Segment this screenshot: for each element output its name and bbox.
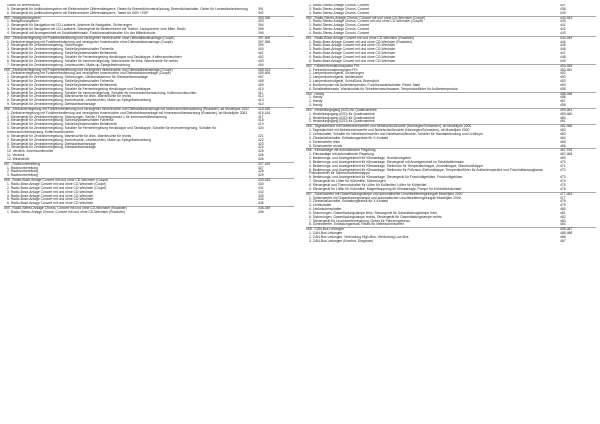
toc-entry-title: 6. Steuergerät für Zentralverriegelung, Schalter für Innenverriegelung, Schalter für Innenraumüberwachung, Kofferraumleuchten xyxy=(7,90,197,95)
toc-entry-page: 403 xyxy=(258,58,264,63)
toc-entry-title: 7. Steuergerät für Zentralverriegelung, Innenleuchte, Leseleuchten, Make-up-Spiegelbeleuchtung xyxy=(7,137,151,142)
toc-entry-page: 432 xyxy=(258,189,264,194)
toc-entry-page: 428 xyxy=(258,169,264,174)
toc-entry-title: 2. Handy xyxy=(309,99,323,104)
toc-entry-page: 424 xyxy=(258,145,264,150)
toc-entry-title: 2. Radio-Bose-Anlage Concert mit und ohne CD-Wechsler xyxy=(309,43,396,48)
toc-entry-page: 411 xyxy=(258,90,264,95)
toc-entry-title: 8. Steuergerät für Zentralverriegelung, Innenleuchte, Leseleuchten, Make-up-Spiegelbeleuchtung xyxy=(7,98,151,103)
toc-entry-page: 397-406 xyxy=(258,35,271,40)
toc-entry xyxy=(4,211,294,215)
toc-entry-page: 442 xyxy=(560,27,566,32)
toc-entry-title: 5. Steuergerät für Antiblockiersystem mit Elektronischer Differentialsperre, Relais für Bremslichtunterdrückung, Bremslichtschalter, Geber für Lenkwinkelerkennung xyxy=(7,6,248,11)
toc-entry-title: 6. Radio-Bose-Anlage Concert mit und ohne CD-Wechsler xyxy=(7,201,94,206)
toc-entry-page: 410 xyxy=(258,86,264,91)
toc-entry-title: 3. Steuergerät für Zentralverriegelung, Schließzylinderschalter Fahrertür xyxy=(7,79,114,84)
toc-entry-title: 1. Navigationssystem xyxy=(7,19,39,24)
toc-entry-page: 472 xyxy=(560,167,566,172)
toc-entry-title: 4. Steuergerät für Zentralverriegelung, Schließzylinderschalter Beifahrertür xyxy=(7,82,118,87)
toc-entry-title: 1. Radio-Stereo-Anlage Chorus, Concert mit und ohne CD-Wechsler (Coupé) xyxy=(309,19,424,24)
toc-entry-title: 060 - Radio-Stereo-Anlage Chorus, Concert mit und ohne CD-Wechsler (Coupé) xyxy=(306,15,426,20)
toc-entry-title: 1. Radio-Bose-Anlage Concert mit und ohne CD-Wechsler (Roadster) xyxy=(309,39,413,44)
toc-entry-page: 452 xyxy=(560,71,566,76)
toc-entry-page: 469 xyxy=(560,156,566,161)
toc-entry-page: 430-433 xyxy=(258,178,271,183)
toc-entry-title: 7. Steuergerät für Lüfter für Kühlmittel, Sicherungen xyxy=(309,179,386,184)
toc-entry-page: 393-396 xyxy=(258,15,271,20)
toc-entry-page: 427-429 xyxy=(258,161,271,166)
toc-entry-title: 1. Fahrerinformationssystem FIS xyxy=(309,67,358,72)
toc-entry-page: 473 xyxy=(560,175,566,180)
toc-entry-page: 477 xyxy=(560,195,566,200)
toc-entry-title: 5. Radio-Bose-Anlage Concert mit und ohne CD-Wechsler xyxy=(309,54,396,59)
toc-entry-title: 063 - Handy xyxy=(306,91,325,96)
toc-entry-page: 422 xyxy=(258,137,264,142)
toc-entry-page: 392 xyxy=(258,10,264,15)
toc-entry-title: 6. Steuergerät für Antiblockiersystem mit Elektronischer Differentialsperre, Taster für ASR / ESP xyxy=(7,10,149,15)
toc-entry-title: 064 - Heizleitungsgang (02D) für Quattroantrieb xyxy=(306,107,377,112)
toc-entry-page: 464 xyxy=(560,135,566,140)
toc-entry-page: 471 xyxy=(560,163,566,168)
toc-entry-title: 2. Steuergerät für Zentralverriegelung, Sicherungen, Sende-/ Empfangsmodul 1 für Innenraumüberwachung xyxy=(7,114,167,119)
toc-entry-title: 1. Zentralverriegelung mit Funkfernbedienung und verzögerter Innenleuchte ohne Diebstahlwarnanlage (Coupé) xyxy=(7,39,173,44)
toc-entry-page: 458 xyxy=(560,103,566,108)
toc-entry-page: 436-439 xyxy=(258,206,271,211)
toc-entry xyxy=(4,64,294,68)
toc-entry-title: 7. Steuergerät für Zentralverriegelung, Warnleuchte für links, Warnleuchte für rechts xyxy=(7,94,132,99)
toc-entry-page: 459-461 xyxy=(560,107,573,112)
toc-entry-title: 9. Steuergerät für Lüfter für Kühlmittel, Magnetkupplung für Klimaanlage, Pumpe für Kühlmittelnachlauf xyxy=(309,186,462,191)
toc-entry-page: 401 xyxy=(258,51,264,56)
toc-entry-page: 483 xyxy=(560,218,566,223)
toc-entry-page: 445 xyxy=(560,43,566,48)
toc-entry-title: 058 - Radio-Bose-Anlage Concert mit und ohne CD-Wechsler (Coupé) xyxy=(4,178,109,183)
toc-entry-title: 7. Steuergerät für Leuchtweitenregelung, Geber für Fahrzeugniveau xyxy=(309,218,410,223)
toc-entry-page: 470 xyxy=(560,159,566,164)
toc-entry-title: 4. Radio-Bose-Anlage Concert mit und ohne CD-Wechsler xyxy=(7,193,94,198)
toc-entry-page: 457 xyxy=(560,99,566,104)
toc-entry-title: 4. Radio-Stereo-Anlage Chorus, Concert xyxy=(309,10,370,15)
toc-entry-title: 9. Steuergerät für Zentralverriegelung, Diebstahlwarnanlage xyxy=(7,145,96,150)
toc-entry-page: 455 xyxy=(560,86,566,91)
toc-entry xyxy=(4,12,294,16)
toc-entry-title: 4. Bedienungs- und Anzeigeeinheit für Klimaanlage, Stellmotor für Temperaturklappe, Zentralklappe, Staudruckklappe xyxy=(309,163,484,168)
toc-entry-page: 399 xyxy=(258,43,264,48)
toc-entry-title: 11. Verdeck xyxy=(7,153,25,158)
toc-entry-page: 454 xyxy=(560,82,566,87)
toc-entry-title: 2. Heizleitungsgang (02D) für Quattroantrieb xyxy=(309,115,375,120)
toc-entry-title: 1. Radio-Bose-Anlage Concert mit und ohne CD-Wechsler (Coupé) xyxy=(7,181,107,186)
toc-entry-title: 2. CAN-Bus Leitungen, Verbindung High-Bus, Verbindung Low-Bus xyxy=(309,234,409,239)
toc-entry-page: 415-416 xyxy=(258,110,271,115)
toc-entry-page: 456-458 xyxy=(560,91,573,96)
toc-entry-page: 485-487 xyxy=(560,227,573,232)
toc-entry-page: 462-466 xyxy=(560,124,573,129)
toc-entry-page: 467-476 xyxy=(560,148,573,153)
toc-entry-page: 482 xyxy=(560,214,566,219)
toc-entry-page: 450-455 xyxy=(560,63,573,68)
toc-entry-page: 447 xyxy=(560,51,566,56)
toc-entry-title: 1. Klimaanlage mit automatischer Regelung xyxy=(309,152,374,157)
toc-entry-page: 418 xyxy=(258,118,264,123)
toc-entry-title: 3. CAN-Bus Leitungen (Komfort, Diagnose) xyxy=(309,238,374,243)
toc-entry-page: 419 xyxy=(258,122,264,127)
toc-entry-page: 433 xyxy=(258,193,264,198)
toc-entry-page: 413 xyxy=(258,98,264,103)
toc-entry-title: 3. Lampenkontrollgerät, Schlußlicht, Bremslicht xyxy=(309,79,379,84)
toc-entry-page: 448 xyxy=(560,54,566,59)
toc-entry-title: 6. Sicherungen, Gasentladungslampe rechts, Steuergerät für Gasentladungslampe rechts xyxy=(309,214,442,219)
toc-entry-title: 3. Lampenkontrollgerät, Abblendlicht xyxy=(309,75,364,80)
toc-entry-title: 2. Radiovorbereitung xyxy=(7,169,39,174)
toc-entry-page: 397-398 xyxy=(258,39,271,44)
toc-entry-title: 2. Lichtschalter, Schalter für Nebelscheinwerfer und Nebelschlußleuchte, Schalter für Handabblendung und Lichthupe xyxy=(309,132,483,136)
toc-entry-title: 2. Zündanlaßschalter, Entlastungsrelais für X-Kontakt xyxy=(309,199,388,204)
toc-entry-page: 440 xyxy=(560,19,566,24)
toc-entry-title: 1. Zentralverriegelung mit Funkfernbedienung und verzögerter Innenleuchte und Diebstahlwarnanlage (Coupé) xyxy=(7,71,171,76)
toc-entry-title: 3. Steuergerät für Navigation mit CD-Laufwerk, Steuergerät für Bedieneinheit mit Telefon, Lautsprecher vorn Mitte, Radio xyxy=(7,27,186,32)
toc-entry-page: 475 xyxy=(560,182,566,187)
toc-entry-title: 2. Steuergerät für Navigation mit CD-Laufwerk, Antenne für Navigation, Sicherungen xyxy=(7,23,132,28)
toc-entry-title: 5. Sicherungen, Gasentladungslampe links, Steuergerät für Gasentladungslampe links xyxy=(309,210,437,215)
toc-entry-page: 396 xyxy=(258,30,264,35)
toc-entry-page: 427 xyxy=(258,165,264,170)
toc-entry-title: 065 - Tagesfahrlicht mit Nebelscheinwerfer und Nebelschlußleuchte (Norwegen/Schweden), ab Modelljahr 2000 xyxy=(306,124,472,129)
toc-entry-title: 4. Steuergerät mit Anzeigeeinheit im Schalttafeleinsatz, Funktionswahlschalter II in der Mittelkonsole xyxy=(7,30,156,35)
toc-entry-title: 1. Radiovorbereitung xyxy=(7,165,39,170)
toc-entry-title: 056 - Zentralverriegelung mit Funkfernbedienung und verzögerter Innenleuchte und Diebstahlwarnanlage mit Innenraumüberwachung (Roadster), ab Modelljahr 2002 xyxy=(4,106,249,111)
toc-entry-page: 439 xyxy=(560,10,566,15)
toc-entry-title: 9. Steuergerät für Zentralverriegelung, Diebstahlwarnanlage xyxy=(7,102,96,107)
toc-entry-page: 453 xyxy=(560,79,566,84)
toc-entry-page: 478 xyxy=(560,199,566,204)
toc-entry-title: 6. Bedienungs- und Anzeigeeinheit für Klimaanlage, Steuergerät für Frischluftgebläse, Frischluftgebläse xyxy=(309,175,463,180)
toc-entry-title: 2. Lampenkontrollgerät, Sicherungen xyxy=(309,71,364,76)
toc-entry-title: 1. Heizleitungsgang (02D) für Quattroantrieb xyxy=(309,111,375,116)
toc-entry-title: 5. Scheinwerfer rechts xyxy=(309,143,343,148)
toc-entry-page: 450-451 xyxy=(560,67,573,72)
toc-entry-page: 405-414 xyxy=(258,67,271,72)
toc-entry-title: 057 - Radiovorbereitung xyxy=(4,161,40,166)
toc-entry-page: 402 xyxy=(258,54,264,59)
toc-entry-page: 400 xyxy=(258,47,264,52)
toc-entry-title: 5. Radio-Bose-Anlage Concert mit und ohne CD-Wechsler xyxy=(7,197,94,202)
toc-entry-page: 394 xyxy=(258,23,264,28)
toc-entry-page: 426 xyxy=(258,153,264,158)
toc-entry-page: 484 xyxy=(560,222,566,227)
toc-entry-title: 3. Heizleitungsgang (02D) für Quattroantrieb xyxy=(309,119,375,124)
toc-entry-title: 3. Radiovorbereitung xyxy=(7,173,39,178)
toc-entry-title: 2. Bedienungs- und Anzeigeeinheit für Klimaanlage, Hochdruckgeber xyxy=(309,156,412,161)
toc-entry-title: 2. Radio-Stereo-Anlage Chorus, Concert xyxy=(309,4,370,7)
toc-entry-page: 481 xyxy=(560,210,566,215)
toc-entry-page: 408 xyxy=(258,79,264,84)
toc-entry-title: 5. Schalttafeleinsatz, Warnkontakt für Scheibenwaschwasser, Temperaturfühler für Außentemperatur xyxy=(309,86,458,91)
toc-entry-page: 456 xyxy=(560,95,566,100)
toc-entry-page: 393 xyxy=(258,19,264,24)
toc-entry-page: 420 xyxy=(258,126,264,131)
toc-entry-page: 461 xyxy=(560,119,566,124)
toc-entry xyxy=(306,240,596,244)
toc-entry-title: 054 - Zentralverriegelung mit Funkfernbedienung und verzögerter Innenleuchte ohne Diebstahlwarnanlage (Coupé) xyxy=(4,35,175,40)
toc-entry-title: 1. Zentralverriegelung mit Funkfernbedienung und verzögerter Innenleuchte und Diebstahlwarnanlage mit Innenraumüberwachung (Roadster), ab Modelljahr 2002 xyxy=(7,110,248,115)
toc-entry-page: 430 xyxy=(258,181,264,186)
toc-entry-page: 485-486 xyxy=(560,231,573,236)
toc-entry-page: 423 xyxy=(258,141,264,146)
toc-entry-title: 1. Scheinwerfer mit Gasentladungslampe und automatischer Leuchtweitenregelungab Modelljahr 2000 xyxy=(309,195,461,200)
toc-entry-page: 426 xyxy=(258,156,264,161)
toc-entry-page: 446 xyxy=(560,47,566,52)
toc-entry-page: 437 xyxy=(560,4,566,7)
toc-entry-title: 8. Steuergerät und Thermoschalter für Lüfter für Kühlmittel, Lüfter für Kühlmittel xyxy=(309,182,427,187)
toc-entry-title: 061 - Radio-Bose-Anlage Concert mit und ohne CD-Wechsler (Roadster) xyxy=(306,35,414,40)
toc-entry-title: 4. Steuergerät für Zentralverriegelung, Schließzylinderschalter Beifahrertür xyxy=(7,51,118,56)
toc-entry-page: 429 xyxy=(258,173,264,178)
toc-entry-page: 404 xyxy=(258,62,264,67)
toc-entry-title: 3. Steuergerät für Zentralverriegelung, Schließzylinderschalter Fahrertür xyxy=(7,118,114,123)
toc-entry-page: 463 xyxy=(560,132,566,136)
toc-entry-page: 444 xyxy=(560,39,566,44)
toc-entry-page: 477-484 xyxy=(560,191,573,196)
toc-entry-page: 440-443 xyxy=(560,15,573,20)
toc-entry-title: 4. Radio-Bose-Anlage Concert mit und ohne CD-Wechsler xyxy=(309,51,396,56)
toc-entry-title: 5. Steuergerät für Zentralverriegelung, Schalter für Fernentriegelung Heckklappe und Tankklappe xyxy=(7,86,151,91)
toc-entry-title: 2. Radio-Bose-Anlage Concert mit und ohne CD-Wechsler (Coupé) xyxy=(7,185,107,190)
toc-entry-page: 391 xyxy=(258,6,264,11)
toc-entry-title: 4. Lenksäulenschalter xyxy=(309,207,342,212)
toc-entry-page: 460 xyxy=(560,115,566,120)
toc-entry-title: 5. Bedienungs- und Anzeigeeinheit für Klimaanlage, Stellmotor für Fußraum-/Defrostklappe, Temperaturfühler für Außentemperatur und Frischluftansaugkanal, Potentiometer für Stimmenrahmenklappe xyxy=(309,167,544,176)
toc-entry-page: 462 xyxy=(560,128,566,133)
toc-entry-page: 409 xyxy=(258,82,264,87)
toc-entry xyxy=(306,12,596,16)
toc-entry-page: 434 xyxy=(258,197,264,202)
toc-entry-title: 6. Steuergerät für Zentralverriegelung, Warnleuchte für links, Warnleuchte für rechts xyxy=(7,133,132,138)
toc-entry-title: 1. CAN-Bus Leitungen xyxy=(309,231,343,236)
toc-entry xyxy=(306,88,596,92)
toc-entry-title: 3. Radio-Bose-Anlage Concert mit und ohne CD-Wechsler xyxy=(309,47,396,52)
toc-entry-page: 436 xyxy=(258,209,264,214)
toc-entry-page: 417 xyxy=(258,114,264,119)
toc-entry-page: 459-460 xyxy=(560,111,573,116)
toc-entry-title: 1. Handy xyxy=(309,95,323,100)
toc-entry-title: 3. Handy xyxy=(309,103,323,108)
toc-entry-title: 055 - Zentralverriegelung mit Funkfernbedienung und verzögerter Innenleuchte und Diebstahlwarnanlage (Coupé) xyxy=(4,67,173,72)
toc-entry-title: 4. Scheinwerfer links xyxy=(309,139,340,144)
toc-entry-page: 453 xyxy=(560,75,566,80)
toc-entry-page: 486 xyxy=(560,234,566,239)
toc-entry-title: 062 - Fahrerinformationssystem FIS xyxy=(306,63,360,68)
toc-entry-title: 10. Verdeck, Innenraumleuchte xyxy=(7,149,54,154)
toc-entry-page: 467-468 xyxy=(560,152,573,157)
toc-entry-page: 435 xyxy=(258,201,264,206)
toc-entry-title: 3. Radio-Stereo-Anlage Chorus, Concert xyxy=(309,27,370,32)
toc-entry-page: 412 xyxy=(258,94,264,99)
toc-left-column xyxy=(4,4,294,422)
toc-entry-title: 068 - CAN-Bus Leitungen xyxy=(306,227,345,232)
toc-entry-title: 3. Steuergerät für Zentralverriegelung, Schließzylinderschalter Fahrertür xyxy=(7,47,114,52)
toc-entry-title: 3. Zündanlaßschalter, Entlastungsrelais für X-Kontakt xyxy=(309,135,388,140)
toc-entry-page: 405-406 xyxy=(258,71,271,76)
toc-entry-page: 474 xyxy=(560,179,566,184)
toc-entry xyxy=(4,158,294,162)
toc-entry-page: 480 xyxy=(560,207,566,212)
toc-entry xyxy=(306,223,596,227)
toc-entry-page: 431 xyxy=(258,185,264,190)
toc-entry-title: 4. Radio-Stereo-Anlage Chorus, Concert xyxy=(309,30,370,35)
toc-entry-page: 414 xyxy=(258,102,264,107)
toc-entry-title: 12. Windschott xyxy=(7,156,30,161)
toc-entry-page: 465 xyxy=(560,139,566,144)
toc-entry-title: 2. Steuergerät für Zentralverriegelung, Sicherungen xyxy=(7,43,84,48)
toc-entry-page: 476 xyxy=(560,186,566,191)
toc-entry-page: 438 xyxy=(560,6,566,11)
toc-entry-page: 443 xyxy=(560,30,566,35)
toc-entry-title: 8. Steuergerät für Zentralverriegelung, Diebstahlwarnanlage xyxy=(7,141,96,146)
toc-entry-page: 479 xyxy=(560,203,566,208)
toc-entry-title: 3. Lichtschalter xyxy=(309,203,332,208)
toc-entry-title: 1. Tagesfahrlicht mit Nebelscheinwerfer und Nebelschlußleuchte (Norwegen/Schweden), ab Modelljahr 2000 xyxy=(309,128,470,133)
toc-entry-title: 059 - Radio-Stereo-Anlage Chorus, Concert mit und ohne CD-Wechsler (Roadster) xyxy=(4,206,127,211)
toc-entry-page: 444-449 xyxy=(560,35,573,40)
toc-entry-page: 407 xyxy=(258,75,264,80)
toc-entry-title: 4. Bordcomputer mit Außentemperatur, Funktionswahlschalter, Reset-Taste xyxy=(309,82,421,87)
toc-entry-title: 067 - Scheinwerfer mit Gasentladungslampe und automatischer Leuchtweitenregelungab Modelljahr 2000 xyxy=(306,191,463,196)
toc-entry-title: 2. Steuergerät für Zentralverriegelung, Sicherungen, Ultraschallsensor für Diebstahlwarnanlage xyxy=(7,75,148,80)
toc-entry-page: 466 xyxy=(560,143,566,148)
toc-entry-title: 3. Radio-Bose-Anlage Concert mit und ohne CD-Wechsler xyxy=(7,189,94,194)
toc-entry-title: 7. Steuergerät für Zentralverriegelung, Leseleuchten, Make-up-Spiegelbeleuchtung xyxy=(7,62,130,67)
toc-entry-title: 5. Steuergerät für Zentralverriegelung, Schalter für Fernentriegelung Heckklappe und Tankklappe, Schalter für Innenverriegelung, Schalter für Innenraumüberwachung, Kofferraumleuchten xyxy=(7,126,217,134)
toc-entry-title: 2. Radio-Stereo-Anlage Chorus, Concert xyxy=(309,23,370,28)
toc-entry-page: 425 xyxy=(258,149,264,154)
toc-entry-page: 421 xyxy=(258,133,264,138)
toc-entry-title: 8. Scheinwerfer, Entlastungsrelais, Relais für Nebelscheinwerfer xyxy=(309,222,404,227)
toc-entry-title: 066 - Klimaanlage mit automatischer Regelung xyxy=(306,148,376,153)
toc-entry-page: 415-426 xyxy=(258,106,271,111)
toc-entry-page: 441 xyxy=(560,23,566,28)
toc-entry-title: 1. Radio-Stereo-Anlage Chorus, Concert mit und ohne CD-Wechsler (Roadster) xyxy=(7,209,125,214)
toc-entry-title: 6. Radio-Bose-Anlage Concert mit und ohne CD-Wechsler xyxy=(309,58,396,63)
toc-entry-title: 3. Radio-Stereo-Anlage Chorus, Concert xyxy=(309,6,370,11)
toc-entry-page: 449 xyxy=(560,58,566,63)
toc-entry-title: 3. Bedienungs- und Anzeigeeinheit für Klimaanlage, Steuergerät mit Anzeigeeinheit im Schalttafeleinsatz xyxy=(309,159,464,164)
toc-entry-title: 6. Steuergerät für Zentralverriegelung, Schalter für Innenverriegelung, Warnleuchte für links, Warnleuchte für rechts xyxy=(7,58,178,63)
toc-right-column xyxy=(306,4,596,422)
toc-entry-title: 4. Steuergerät für Zentralverriegelung, Schließzylinderschalter Beifahrertür xyxy=(7,122,118,127)
toc-entry-title: 5. Steuergerät für Zentralverriegelung, Schalter für Fernentriegelung Heckklappe und Tankklappe, Kofferraumleuchten xyxy=(7,54,182,59)
toc-entry-page: 487 xyxy=(560,238,566,243)
toc-entry-title: 053 - Navigationssystem xyxy=(4,15,41,20)
toc-entry-page: 395 xyxy=(258,27,264,32)
toc-entry-title: Geber für Bremsdruck xyxy=(7,4,40,7)
